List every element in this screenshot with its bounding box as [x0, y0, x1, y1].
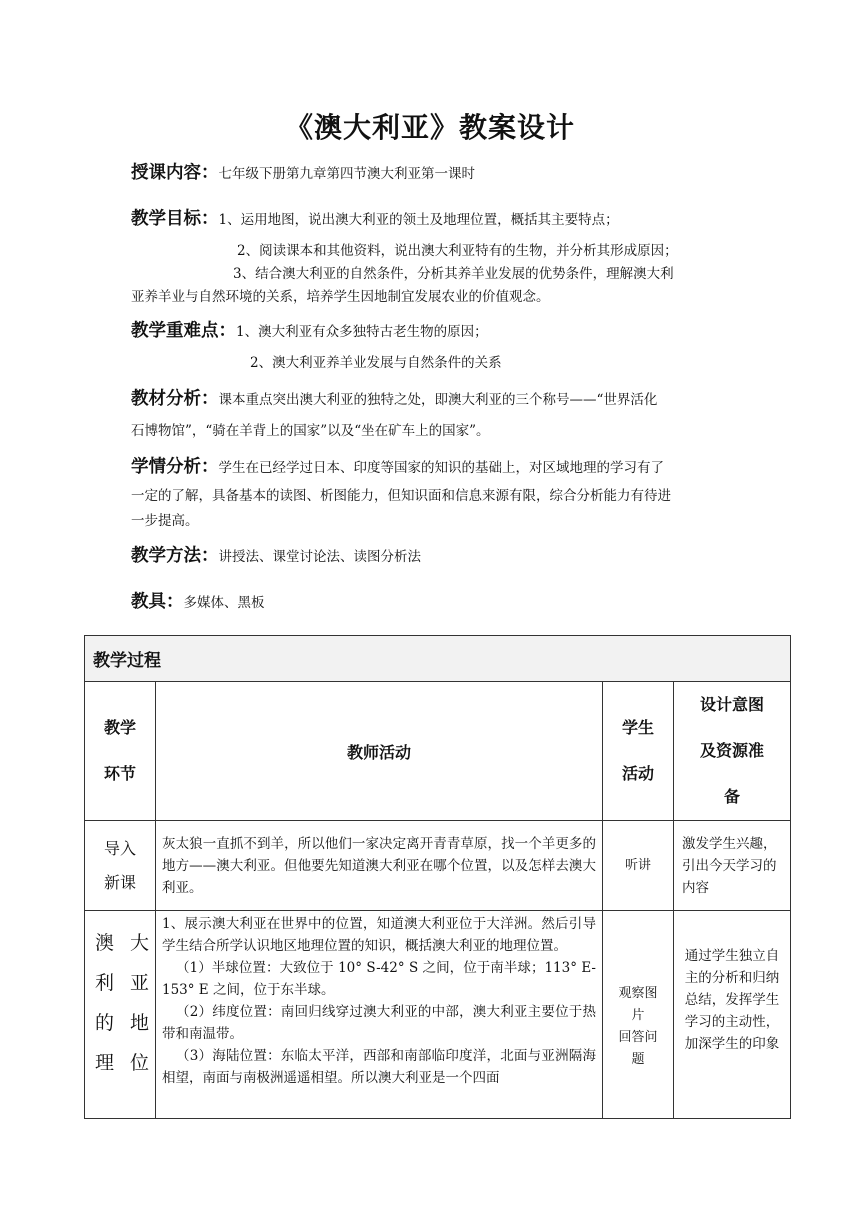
tools: [131, 589, 741, 616]
header-stage: [85, 682, 156, 821]
course-content-value: 七年级下册第九章第四节澳大利亚第一课时: [218, 166, 475, 182]
header-student: [603, 682, 674, 821]
row1-stage-b: 新课: [103, 872, 136, 892]
row2-student-3: 回答问: [618, 1029, 658, 1045]
student-analysis-line-1: 学生在已经学过日本、印度等国家的知识的基础上，对区域地理的学习有了: [218, 460, 664, 476]
student-analysis-line-3: 一步提高。: [131, 513, 199, 529]
course-content-label: 授课内容：: [131, 163, 219, 183]
tools-label: 教具：: [131, 592, 184, 612]
objectives-line-2: 2、阅读课本和其他资料，说出澳大利亚特有的生物，并分析其形成原因；: [237, 243, 678, 259]
process-table: [84, 635, 791, 1119]
course-content: [131, 160, 741, 187]
objectives-line-4: 亚养羊业与自然环境的关系，培养学生因地制宜发展农业的价值观念。: [131, 289, 550, 305]
methods-label: 教学方法：: [131, 546, 219, 566]
header-stage-b: 环节: [103, 764, 136, 783]
material-analysis: [131, 386, 741, 413]
key-points: [131, 318, 741, 345]
student-analysis-line-2: 一定的了解，具备基本的读图、析图能力，但知识面和信息来源有限，综合分析能力有待进: [131, 488, 671, 504]
row2-teacher: [156, 911, 603, 1119]
objectives-line-3: 3、结合澳大利亚的自然条件，分析其养羊业发展的优势条件，理解澳大利: [233, 266, 674, 282]
row2-teacher-p2: （1）半球位置：大致位于 10° S-42° S 之间，位于南半球；113° E-153° E 之间，位于东半球。: [162, 960, 596, 998]
row2-student: [603, 911, 674, 1119]
row2-teacher-p1: 1、展示澳大利亚在世界中的位置，知道澳大利亚位于大洋洲。然后引导学生结合所学认识地区地理位置的知识，概括澳大利亚的地理位置。: [162, 916, 596, 954]
methods-value: 讲授法、课堂讨论法、读图分析法: [218, 549, 421, 565]
header-intent: [674, 682, 791, 821]
key-points-line-2: 2、澳大利亚养羊业发展与自然条件的关系: [250, 355, 502, 371]
objectives-line-1: 1、运用地图，说出澳大利亚的领土及地理位置，概括其主要特点；: [218, 212, 619, 228]
objectives: [131, 206, 741, 233]
row1-stage: [85, 821, 156, 911]
student-analysis: [131, 454, 741, 481]
material-analysis-label: 教材分析：: [131, 389, 219, 409]
row2-stage-3: 的 地: [95, 1012, 149, 1034]
row1-teacher: 灰太狼一直抓不到羊，所以他们一家决定离开青青草原，找一个羊更多的地方——澳大利亚。但他要先知道澳大利亚在哪个位置，以及怎样去澳大利亚。: [156, 821, 603, 911]
methods: [131, 543, 741, 570]
header-intent-a: 设计意图: [699, 695, 764, 714]
page-title: 《澳大利亚》教案设计: [284, 111, 575, 144]
row1-stage-a: 导入: [103, 838, 136, 858]
material-analysis-line-2: 石博物馆”，“骑在羊背上的国家”以及“坐在矿车上的国家”。: [131, 423, 490, 439]
key-points-label: 教学重难点：: [131, 321, 236, 341]
row2-stage-1: 澳 大: [95, 932, 149, 954]
header-student-a: 学生: [621, 718, 654, 737]
row2-stage-2: 利 亚: [95, 972, 149, 994]
material-analysis-line-1: 课本重点突出澳大利亚的独特之处，即澳大利亚的三个称号——“世界活化: [218, 392, 658, 408]
row1-intent: 激发学生兴趣，引出今天学习的内容: [674, 821, 791, 911]
objectives-label: 教学目标：: [131, 209, 219, 229]
row2-intent: 通过学生独立自主的分析和归纳总结，发挥学生学习的主动性，加深学生的印象: [674, 911, 791, 1119]
row2-student-1: 观察图: [618, 985, 658, 1001]
table-title-row: [85, 636, 791, 682]
row2-stage-4: 理 位: [95, 1052, 149, 1074]
row2-student-2: 片: [631, 1007, 645, 1023]
row2-student-4: 题: [631, 1051, 645, 1067]
header-intent-c: 备: [723, 787, 740, 806]
table-header-row: [85, 682, 791, 821]
row2-stage: [85, 911, 156, 1119]
row2-teacher-p3: （2）纬度位置：南回归线穿过澳大利亚的中部，澳大利亚主要位于热带和南温带。: [162, 1004, 596, 1042]
row1-student: 听讲: [603, 821, 674, 911]
student-analysis-label: 学情分析：: [131, 457, 219, 477]
row2-teacher-p4: （3）海陆位置：东临太平洋，西部和南部临印度洋，北面与亚洲隔海相望，南面与南极洲遥遥相望。所以澳大利亚是一个四面: [162, 1048, 596, 1086]
table-row: [85, 821, 791, 911]
table-title: 教学过程: [85, 636, 791, 682]
header-teacher: 教师活动: [156, 682, 603, 821]
table-row: [85, 911, 791, 1119]
tools-value: 多媒体、黑板: [183, 595, 265, 611]
header-intent-b: 及资源准: [699, 741, 764, 760]
key-points-line-1: 1、澳大利亚有众多独特古老生物的原因；: [236, 324, 488, 340]
header-student-b: 活动: [621, 764, 654, 783]
header-stage-a: 教学: [103, 718, 136, 737]
